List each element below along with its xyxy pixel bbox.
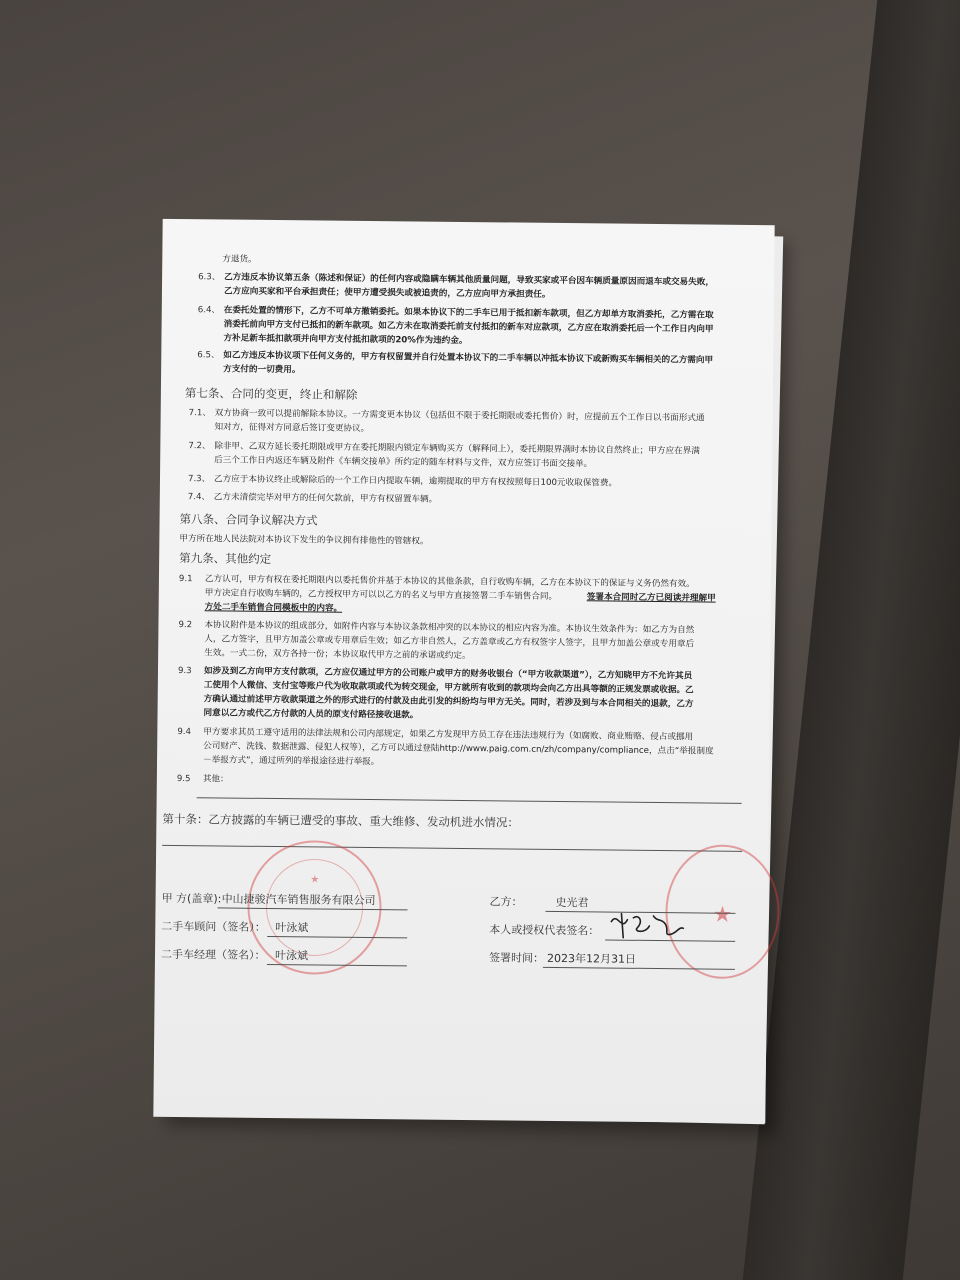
clause-line: 乙方未清偿完毕对甲方的任何欠款前，甲方有权留置车辆。 (213, 492, 438, 505)
date-label: 签署时间： (488, 951, 545, 965)
rep-signature-label: 本人或授权代表签名： (489, 923, 600, 938)
clause-number: 7.4、 (187, 492, 211, 503)
advisor-label: 二手车顾问（签名）： (161, 919, 266, 934)
clause-line: 公司财产、洗钱、数据泄露、侵犯人权等），乙方可以通过登陆http://www.paig.com.cn/zh/company/compliance，点击“举报制度 (203, 741, 714, 757)
manager-label: 二手车经理（签名）： (160, 947, 266, 962)
clause-line: 人，乙方签字，且甲方加盖公章或专用章后生效；如乙方非自然人，乙方盖章或乙方有权签字人签字，且甲方加盖公章或专用章后 (204, 634, 695, 650)
clause-line: 方确认通过前述甲方收款渠道之外的形式进行的付款及由此引发的纠纷均与甲方无关。同时，若涉及到与本合同相关的退款，乙方 (203, 694, 694, 710)
clause-line: 双方协商一致可以提前解除本协议。一方需变更本协议（包括但不限于委托期限或委托售价）时，应提前五个工作日以书面形式通 (214, 408, 705, 424)
clause-number: 9.5 (176, 773, 191, 785)
clause-line: 乙方违反本协议第五条（陈述和保证）的任何内容或隐瞒车辆其他质量问题，导致买家或平台因车辆质量原因而退车或交易失败， (224, 272, 714, 288)
clause-number: 7.2、 (188, 441, 211, 452)
clause-line: 在委托处置的情形下，乙方不可单方撤销委托。如果本协议下的二手车已用于抵扣新车款项，但乙方却单方取消委托，乙方需在取 (223, 305, 714, 321)
clause-number: 9.2 (178, 620, 193, 631)
clause-number: 7.3、 (187, 474, 211, 485)
section-title: 第八条、合同争议解决方式 (179, 512, 318, 528)
clause-line: 工使用个人微信、支付宝等账户代为收取款项或代为转交现金，甲方就所有收到的款项均会向乙方出具等额的正规发票或收据。乙 (203, 680, 694, 696)
clause-line: 甲方要求其员工遵守适用的法律法规和公司内部规定，如果乙方发现甲方员工存在违法违规行为（如腐败、商业贿赂、侵占或挪用 (203, 727, 694, 743)
clause-line: 甲方决定自行收购车辆的，乙方授权甲方可以以乙方的名义与甲方直接签署二手车销售合同。 (204, 588, 558, 602)
clause-line: 乙方应于本协议终止或解除后的一个工作日内提取车辆，逾期提取的甲方有权按照每日100元收取保管费。 (213, 474, 618, 489)
clause-line: 消委托前向甲方支付已抵扣的新车款项。如乙方未在取消委托前支付抵扣的新车对应款项，乙方应在取消委托后一个工作日内向甲 (223, 319, 714, 335)
top-fragment: 方退货。 (222, 254, 257, 265)
clause-line: 乙方应向买家和平台承担责任；使甲方遭受损失或被追责的，乙方应向甲方承担责任。 (223, 286, 551, 300)
date-value: 2023年12月31日 (546, 951, 637, 966)
clause-number: 9.4 (177, 727, 192, 738)
contract-page (153, 219, 774, 1123)
clause-line: 如涉及到乙方向甲方支付款项，乙方应仅通过甲方的公司账户或甲方的财务收银台（“甲方收款渠道”），乙方知晓甲方不允许其员 (203, 666, 693, 682)
clause-bold-text: 签署本合同时乙方已阅读并理解甲 (586, 592, 716, 604)
clause-line: 生效。一式二份，双方各持一份；本协议取代甲方之前的承诺或约定。 (204, 648, 471, 662)
clause-number: 9.1 (178, 574, 193, 585)
clause-line: 知对方，征得对方同意后签订变更协议。 (214, 422, 370, 434)
handwritten-signature (607, 908, 687, 943)
svg-text:★: ★ (310, 874, 320, 886)
clause-number: 6.4、 (197, 305, 221, 316)
svg-text:★: ★ (712, 902, 733, 928)
section-title: 第七条、合同的变更，终止和解除 (184, 386, 358, 402)
clause-number: 6.5、 (197, 350, 220, 361)
clause-line: 同意以乙方或代乙方付款的人员的原支付路径接收退款。 (203, 708, 419, 721)
other-terms-line (197, 797, 742, 804)
clause-line: 方支付的一切费用。 (223, 364, 301, 376)
party-b-label: 乙方： (489, 895, 523, 909)
section-title: 第九条、其他约定 (179, 551, 272, 566)
manager-name: 叶泳斌 (274, 949, 309, 963)
clause-line: 乙方认可，甲方有权在委托期限内以委托售价并基于本协议的其他条款，自行收购车辆，乙方在本协议下的保证与义务仍然有效。 (204, 574, 695, 590)
clause-line: －举报方式”，通过所列的举报途径进行举报。 (202, 755, 380, 768)
section-text: 甲方所在地人民法院对本协议下发生的争议拥有排他性的管辖权。 (179, 534, 429, 547)
clause-line: 除非甲、乙双方延长委托期限或甲方在委托期限内锁定车辆购买方（解释同上），委托期限界满时本协议自然终止；甲方应在界满 (214, 441, 700, 457)
party-a-label: 甲 方(盖章): (161, 891, 222, 906)
clause-line: 后三个工作日内返还车辆及附件《车辆交接单》所约定的随车材料与文件，双方应签订书面交接单。 (214, 455, 593, 470)
advisor-name: 叶泳斌 (275, 921, 309, 935)
clause-number: 6.3、 (198, 272, 221, 283)
clause-line: 如乙方违反本协议项下任何义务的，甲方有权留置并自行处置本协议下的二手车辆以冲抵本协议下或新购买车辆相关的乙方需向甲 (223, 350, 714, 366)
section-title: 第十条：乙方披露的车辆已遭受的事故、重大维修、发动机进水情况： (162, 811, 519, 830)
clause-number: 9.3 (177, 666, 192, 677)
clause-number: 7.1、 (188, 408, 212, 419)
clause-bold-text: 方处二手车销售合同模板中的内容。 (204, 602, 343, 614)
clause-label: 其他： (202, 774, 229, 785)
party-b-name: 史光君 (555, 895, 589, 910)
party-a-name: 中山捷骏汽车销售服务有限公司 (221, 892, 376, 908)
clause-line: 方补足新车抵扣款项并向甲方支付抵扣款项的20%作为违约金。 (223, 333, 468, 347)
clause-line: 本协议附件是本协议的组成部分，如附件内容与本协议条款相冲突的以本协议的相应内容为准。本协议生效条件为：如乙方为自然 (204, 620, 695, 636)
